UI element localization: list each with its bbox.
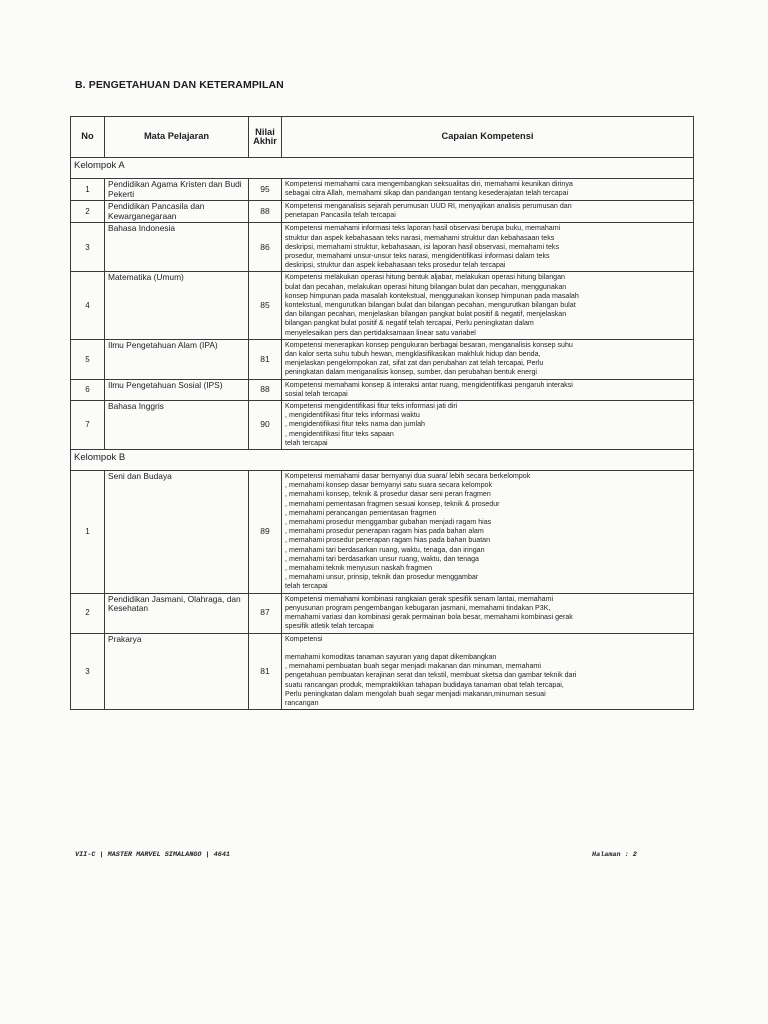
competency-line: , memahami perancangan pementasan fragmen — [285, 508, 437, 517]
competency-line: telah tercapai — [285, 438, 328, 447]
table-row — [71, 379, 694, 400]
competency-line: Kompetensi — [285, 634, 323, 643]
competency-line: memahami variasi dan kombinasi gerak permainan bola besar, memahami kombinasi gerak — [285, 613, 573, 622]
final-score: 88 — [249, 201, 282, 223]
row-number: 5 — [71, 339, 105, 379]
competency-line: , memahami prosedur penerapan ragam hias pada bahan buatan — [285, 536, 491, 545]
table-row — [71, 201, 694, 223]
competency-cell — [282, 401, 694, 450]
group-row — [71, 450, 694, 471]
competency-line: kontekstual, mengurutkan bilangan bulat dan bilangan pecahan, mengurutkan bilangan bulat — [285, 301, 576, 309]
subject-name: Ilmu Pengetahuan Alam (IPA) — [105, 339, 249, 379]
competency-cell — [282, 593, 694, 633]
table-row — [71, 272, 694, 339]
competency-line: bulat dan pecahan, melakukan operasi hitung bilangan bulat dan pecahan, menggunakan — [285, 282, 567, 291]
subject-name: Prakarya — [105, 633, 249, 710]
final-score: 86 — [249, 223, 282, 272]
competency-line: Kompetensi memahami kombinasi rangkaian gerak spesifik senam lantai, memahami — [285, 594, 554, 603]
row-number: 2 — [71, 593, 105, 633]
group-label: Kelompok B — [71, 450, 694, 471]
final-score: 89 — [249, 471, 282, 594]
final-score: 81 — [249, 633, 282, 710]
header-score-line2: Akhir — [253, 137, 277, 146]
competency-line: , mengidentifikasi fitur teks informasi waktu — [285, 411, 420, 420]
competency-cell — [282, 179, 694, 201]
header-score-line1: Nilai — [255, 127, 275, 137]
final-score: 90 — [249, 401, 282, 450]
row-number: 2 — [71, 201, 105, 223]
competency-line: pengetahuan pembuatan kerajinan serat dan tekstil, membuat sketsa dan gambar teknik dari — [285, 671, 577, 680]
competency-line: menyelesaikan pers dan pertidaksamaan linear satu variabel — [285, 328, 476, 337]
group-row — [71, 158, 694, 179]
row-number: 6 — [71, 379, 105, 400]
competency-line: , memahami konsep dasar bernyanyi satu suara secara kelompok — [285, 481, 493, 490]
competency-line: Kompetensi menerapkan konsep pengukuran berbagai besaran, menganalisis konsep suhu — [285, 340, 573, 349]
competency-line: bilangan pangkat bulat positif & negatif telah tercapai, Perlu peningkatan dalam — [285, 319, 534, 328]
competency-cell — [282, 223, 694, 272]
footer-student-info: VII-C | MASTER MARVEL SIMALANGO | 4641 — [75, 851, 230, 859]
competency-line: prosedur, memahami unsur-unsur teks narasi, mengidentifikasi informasi dalam teks — [285, 251, 550, 260]
competency-cell — [282, 633, 694, 710]
header-score — [249, 117, 282, 158]
competency-cell — [282, 272, 694, 339]
competency-line — [285, 644, 690, 653]
competency-line: deskripsi, struktur dan aspek kebahasaan teks prosedur telah tercapai — [285, 261, 506, 270]
competency-line: Kompetensi mengidentifikasi fitur teks informasi jati diri — [285, 402, 458, 411]
competency-line: deskripsi, memahami struktur, kebahasaan, isi laporan hasil observasi, memahami teks — [285, 242, 560, 251]
competency-line: , mengidentifikasi fitur teks sapaan — [285, 429, 394, 438]
competency-line: , memahami pembuatan buah segar menjadi makanan dan minuman, memahami — [285, 662, 541, 671]
table-row — [71, 401, 694, 450]
competency-line: Kompetensi memahami informasi teks laporan hasil observasi berupa buku, memahami — [285, 224, 561, 233]
competency-line: Perlu peningkatan dalam mengolah buah segar menjadi makanan,minuman sesuai — [285, 689, 546, 698]
row-number: 1 — [71, 179, 105, 201]
competency-line: , memahami tari berdasarkan unsur ruang, waktu, dan tenaga — [285, 554, 480, 563]
competency-line: rancangan — [285, 698, 319, 707]
competency-cell — [282, 201, 694, 223]
competency-line: menjelaskan pengelompokan zat, sifat zat dan perubahan zat telah tercapai, Perlu — [285, 359, 544, 368]
competency-cell — [282, 471, 694, 594]
table-header-row — [71, 117, 694, 158]
subject-name: Bahasa Inggris — [105, 401, 249, 450]
row-number: 1 — [71, 471, 105, 594]
subject-name: Pendidikan Pancasila dan Kewarganegaraan — [105, 201, 249, 223]
competency-line: Kompetensi memahami konsep & interaksi antar ruang, mengidentifikasi pengaruh interaksi — [285, 380, 573, 389]
row-number: 4 — [71, 272, 105, 339]
table-row — [71, 471, 694, 594]
row-number: 3 — [71, 633, 105, 710]
final-score: 88 — [249, 379, 282, 400]
final-score: 85 — [249, 272, 282, 339]
header-no: No — [71, 117, 105, 158]
competency-cell — [282, 339, 694, 379]
competency-line: sosial telah tercapai — [285, 389, 348, 398]
subject-name: Pendidikan Jasmani, Olahraga, dan Kesehatan — [105, 593, 249, 633]
header-subject: Mata Pelajaran — [105, 117, 249, 158]
subject-name: Pendidikan Agama Kristen dan Budi Pekerti — [105, 179, 249, 201]
competency-line: , memahami konsep, teknik & prosedur dasar seni peran fragmen — [285, 490, 491, 499]
footer-page-number: Halaman : 2 — [592, 851, 637, 859]
final-score: 95 — [249, 179, 282, 201]
row-number: 3 — [71, 223, 105, 272]
competency-line: , memahami teknik menyusun naskah fragmen — [285, 564, 433, 573]
header-competency: Capaian Kompetensi — [282, 117, 694, 158]
competency-line: dan bilangan pecahan, menjelaskan bilangan pangkat bulat positif & negatif, menjelaskan — [285, 310, 567, 319]
competency-line: suatu rancangan produk, mempraktikkan tahapan budidaya tanaman obat telah tercapai, — [285, 680, 564, 689]
group-label: Kelompok A — [71, 158, 694, 179]
table-row — [71, 633, 694, 710]
subject-name: Matematika (Umum) — [105, 272, 249, 339]
competency-line: konsep himpunan pada masalah kontekstual, menggunakan konsep himpunan pada masalah — [285, 291, 579, 300]
competency-line: , memahami prosedur menggambar gubahan menjadi ragam hias — [285, 518, 492, 527]
table-row — [71, 223, 694, 272]
competency-line: Kompetensi menganalisis sejarah perumusan UUD RI, menyajikan analisis perumusan dan — [285, 202, 572, 211]
competency-line: Kompetensi melakukan operasi hitung bentuk aljabar, melakukan operasi hitung bilangan — [285, 273, 565, 282]
competency-line: dan kalor serta suhu tubuh hewan, mengklasifikasikan makhluk hidup dan benda, — [285, 350, 541, 359]
section-title: B. PENGETAHUAN DAN KETERAMPILAN — [75, 79, 284, 91]
final-score: 87 — [249, 593, 282, 633]
competency-line: , memahami pementasan fragmen sesuai konsep, teknik & prosedur — [285, 499, 500, 508]
subject-name: Bahasa Indonesia — [105, 223, 249, 272]
competency-line: , mengidentifikasi fitur teks nama dan jumlah — [285, 420, 425, 429]
competency-line: spesifik atletik telah tercapai — [285, 622, 374, 631]
table-row — [71, 339, 694, 379]
competency-line: peningkatan dalam menganalisis konsep, sumber, dan perubahan bentuk energi — [285, 368, 538, 377]
competency-line: , memahami unsur, prinsip, teknik dan prosedur menggambar — [285, 573, 479, 582]
competency-line: , memahami prosedur penerapan ragam hias pada bahan alam — [285, 527, 484, 536]
subject-name: Ilmu Pengetahuan Sosial (IPS) — [105, 379, 249, 400]
competency-line: struktur dan aspek kebahasaan teks narasi, memahami struktur dan kebahasaan teks — [285, 233, 555, 242]
competency-line: Kompetensi memahami dasar bernyanyi dua suara/ lebih secara berkelompok — [285, 472, 531, 481]
grades-table — [70, 116, 694, 710]
table-row — [71, 593, 694, 633]
competency-line: memahami komoditas tanaman sayuran yang dapat dikembangkan — [285, 652, 497, 661]
row-number: 7 — [71, 401, 105, 450]
final-score: 81 — [249, 339, 282, 379]
competency-line: penyusunan program pengembangan kebugaran jasmani, memahami tindakan P3K, — [285, 603, 551, 612]
subject-name: Seni dan Budaya — [105, 471, 249, 594]
competency-line: telah tercapai — [285, 582, 328, 591]
competency-line: penetapan Pancasila telah tercapai — [285, 211, 396, 220]
competency-line: sebagai citra Allah, memahami sikap dan pandangan tentang kesederajatan telah tercapai — [285, 189, 569, 198]
competency-cell — [282, 379, 694, 400]
competency-line: , memahami tari berdasarkan ruang, waktu, tenaga, dan iringan — [285, 545, 485, 554]
table-row — [71, 179, 694, 201]
competency-line: Kompetensi memahami cara mengembangkan seksualitas diri, memahami keunikan dirinya — [285, 180, 573, 188]
